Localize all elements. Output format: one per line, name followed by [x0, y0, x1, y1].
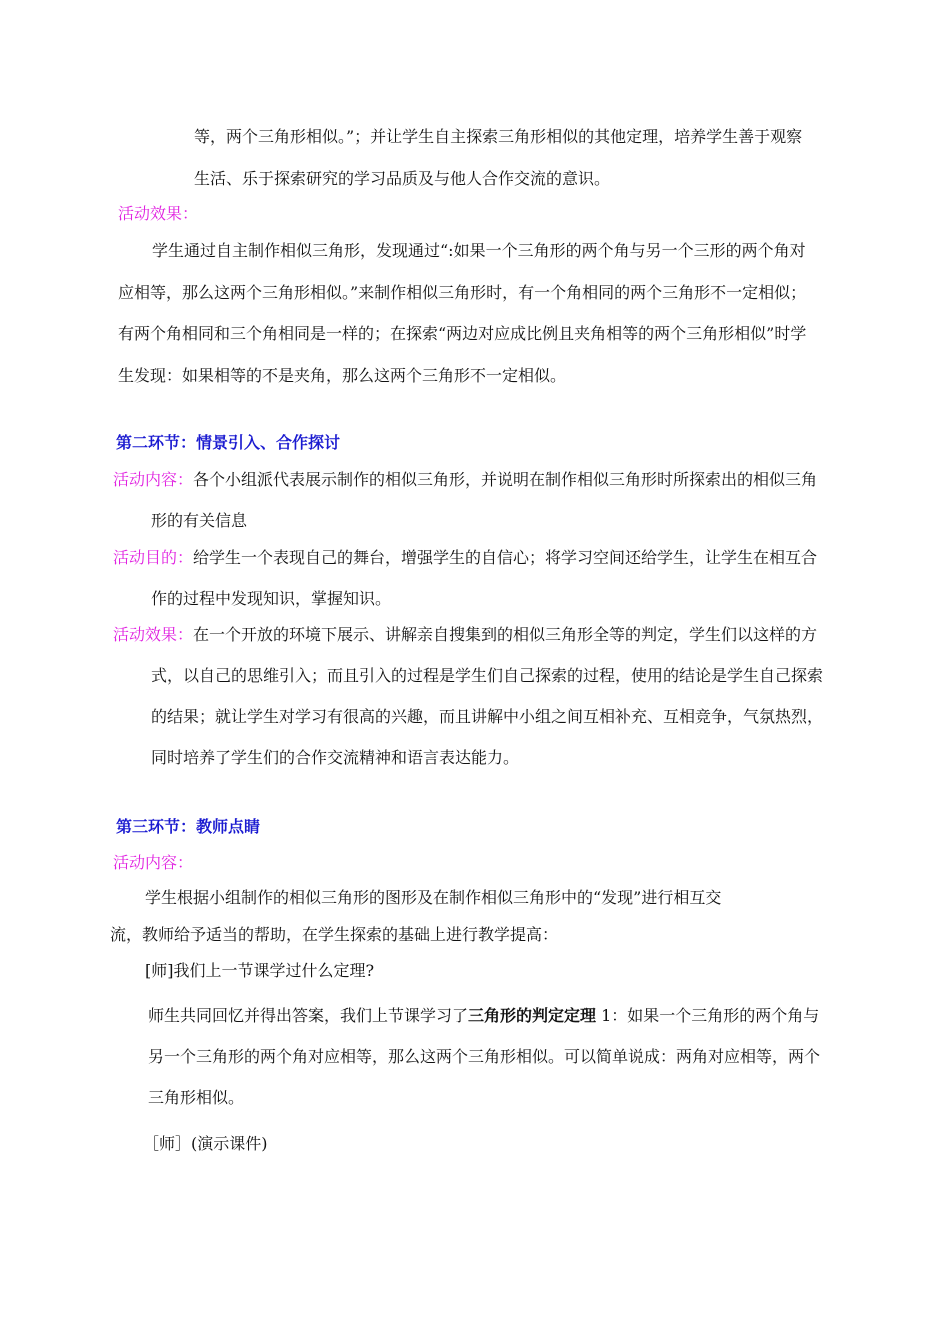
activity-content-label-3: 活动内容：: [113, 853, 194, 872]
answer-line-1: [148, 1005, 819, 1027]
activity-content-label: 活动内容：: [113, 470, 194, 489]
effect-paragraph-line-4: 生发现：如果相等的不是夹角，那么这两个三角形不一定相似。: [118, 366, 567, 385]
section-2-heading: 第二环节：情景引入、合作探讨: [116, 433, 341, 452]
intro-line-2: 生活、乐于探索研究的学习品质及与他人合作交流的意识。: [194, 169, 611, 188]
teacher-question: [师]我们上一节课学过什么定理?: [145, 961, 375, 980]
s3-content-line-1: 学生根据小组制作的相似三角形的图形及在制作相似三角形中的“发现”进行相互交: [145, 888, 722, 907]
s2-effect-text: 在一个开放的环境下展示、讲解亲自搜集到的相似三角形全等的判定，学生们以这样的方: [193, 625, 818, 644]
s2-effect-line-2: 式，以自己的思维引入；而且引入的过程是学生们自己探索的过程，使用的结论是学生自己探索: [151, 666, 824, 685]
s2-content-line-2: 形的有关信息: [151, 511, 248, 530]
s3-content-line-2: 流，教师给予适当的帮助，在学生探索的基础上进行教学提高：: [110, 925, 559, 944]
s2-purpose-text: 给学生一个表现自己的舞台，增强学生的自信心；将学习空间还给学生，让学生在相互合: [193, 548, 818, 567]
s2-effect-line-1: [113, 624, 817, 646]
effect-paragraph-line-2: 应相等，那么这两个三角形相似。”来制作相似三角形时，有一个角相同的两个三角形不一定相似；: [118, 283, 807, 302]
activity-effect-label: 活动效果：: [118, 204, 199, 223]
s2-purpose-line-2: 作的过程中发现知识，掌握知识。: [151, 589, 392, 608]
theorem-name: 三角形的判定定理: [468, 1006, 597, 1025]
answer-post: 1：如果一个三角形的两个角与: [596, 1006, 820, 1025]
answer-line-2: 另一个三角形的两个角对应相等，那么这两个三角形相似。可以简单说成：两角对应相等，两个: [148, 1047, 821, 1066]
s2-effect-line-4: 同时培养了学生们的合作交流精神和语言表达能力。: [151, 748, 520, 767]
activity-effect-label-2: 活动效果：: [113, 625, 194, 644]
section-3-heading: 第三环节：教师点睛: [116, 817, 261, 836]
effect-paragraph-line-1: 学生通过自主制作相似三角形，发现通过“:如果一个三角形的两个角与另一个三形的两个角对: [152, 241, 806, 260]
activity-purpose-label: 活动目的：: [113, 548, 194, 567]
teacher-demo: ［师］(演示课件): [143, 1134, 268, 1153]
answer-line-3: 三角形相似。: [148, 1088, 245, 1107]
s2-effect-line-3: 的结果；就让学生对学习有很高的兴趣，而且讲解中小组之间互相补充、互相竞争，气氛热烈，: [151, 707, 824, 726]
s2-content-text: 各个小组派代表展示制作的相似三角形，并说明在制作相似三角形时所探索出的相似三角: [193, 470, 818, 489]
s2-purpose-line-1: [113, 547, 817, 569]
answer-pre: 师生共同回忆并得出答案，我们上节课学习了: [148, 1006, 469, 1025]
effect-paragraph-line-3: 有两个角相同和三个角相同是一样的；在探索“两边对应成比例且夹角相等的两个三角形相似”时学: [118, 324, 807, 343]
s2-content-line-1: [113, 469, 817, 491]
intro-line-1: 等，两个三角形相似。”；并让学生自主探索三角形相似的其他定理，培养学生善于观察: [194, 127, 803, 146]
